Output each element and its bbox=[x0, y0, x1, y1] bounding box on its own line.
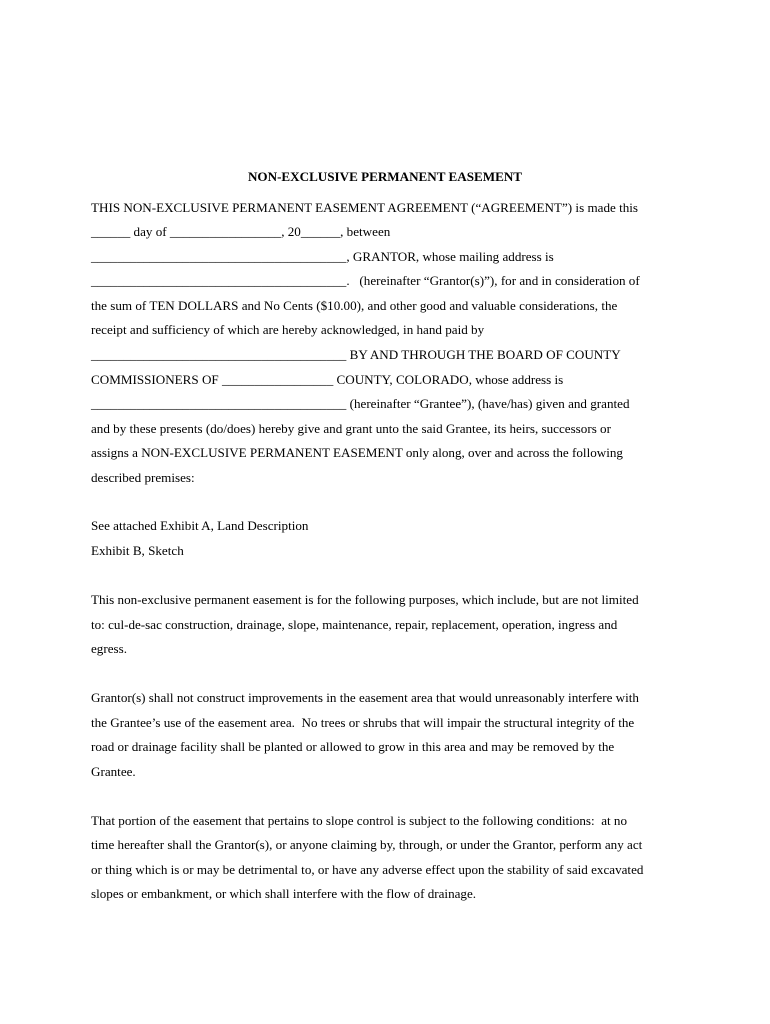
paragraph-1-line: the sum of TEN DOLLARS and No Cents ($10.00), and other good and valuable considerations, the bbox=[91, 298, 618, 313]
paragraph-4-line: time hereafter shall the Grantor(s), or anyone claiming by, through, or under the Grantor, perform any act bbox=[91, 837, 643, 852]
document-title: NON-EXCLUSIVE PERMANENT EASEMENT bbox=[247, 169, 523, 184]
paragraph-1-line: COMMISSIONERS OF _________________ COUNTY, COLORADO, whose address is bbox=[91, 372, 564, 387]
paragraph-1-line: _______________________________________ (hereinafter “Grantee”), (have/has) given and granted bbox=[91, 396, 630, 411]
paragraph-1-line: ______ day of _________________, 20______, between bbox=[91, 224, 391, 239]
paragraph-3-line: road or drainage facility shall be planted or allowed to grow in this area and may be removed by the bbox=[91, 739, 615, 754]
paragraph-1-line: and by these presents (do/does) hereby give and grant unto the said Grantee, its heirs, successors or bbox=[91, 421, 611, 436]
paragraph-1-line: described premises: bbox=[91, 470, 195, 485]
paragraph-3-line: the Grantee’s use of the easement area. No trees or shrubs that will impair the structural integrity of the bbox=[91, 715, 635, 730]
paragraph-1-line: receipt and sufficiency of which are hereby acknowledged, in hand paid by bbox=[91, 322, 485, 337]
paragraph-3-line: Grantor(s) shall not construct improvements in the easement area that would unreasonably interfere with bbox=[91, 690, 639, 705]
paragraph-1-line: _______________________________________, GRANTOR, whose mailing address is bbox=[91, 249, 554, 264]
paragraph-3-line: Grantee. bbox=[91, 764, 136, 779]
paragraph-2-line: This non-exclusive permanent easement is for the following purposes, which include, but are not limited bbox=[91, 592, 639, 607]
paragraph-2-line: egress. bbox=[91, 641, 127, 656]
paragraph-1-line: THIS NON-EXCLUSIVE PERMANENT EASEMENT AGREEMENT (“AGREEMENT”) is made this bbox=[91, 200, 638, 215]
paragraph-2-line: to: cul-de-sac construction, drainage, slope, maintenance, repair, replacement, operation, ingress and bbox=[91, 617, 618, 632]
paragraph-1-line: assigns a NON-EXCLUSIVE PERMANENT EASEMENT only along, over and across the following bbox=[91, 445, 623, 460]
paragraph-4-line: slopes or embankment, or which shall interfere with the flow of drainage. bbox=[91, 886, 477, 901]
paragraph-1-line: _______________________________________ BY AND THROUGH THE BOARD OF COUNTY bbox=[91, 347, 621, 362]
exhibit-line: Exhibit B, Sketch bbox=[91, 543, 184, 558]
paragraph-4-line: That portion of the easement that pertains to slope control is subject to the following conditions: at no bbox=[91, 813, 628, 828]
exhibit-line: See attached Exhibit A, Land Description bbox=[91, 518, 309, 533]
paragraph-4-line: or thing which is or may be detrimental to, or have any adverse effect upon the stability of said excavated bbox=[91, 862, 644, 877]
paragraph-1-line: _______________________________________. (hereinafter “Grantor(s)”), for and in consideration of bbox=[91, 273, 640, 288]
